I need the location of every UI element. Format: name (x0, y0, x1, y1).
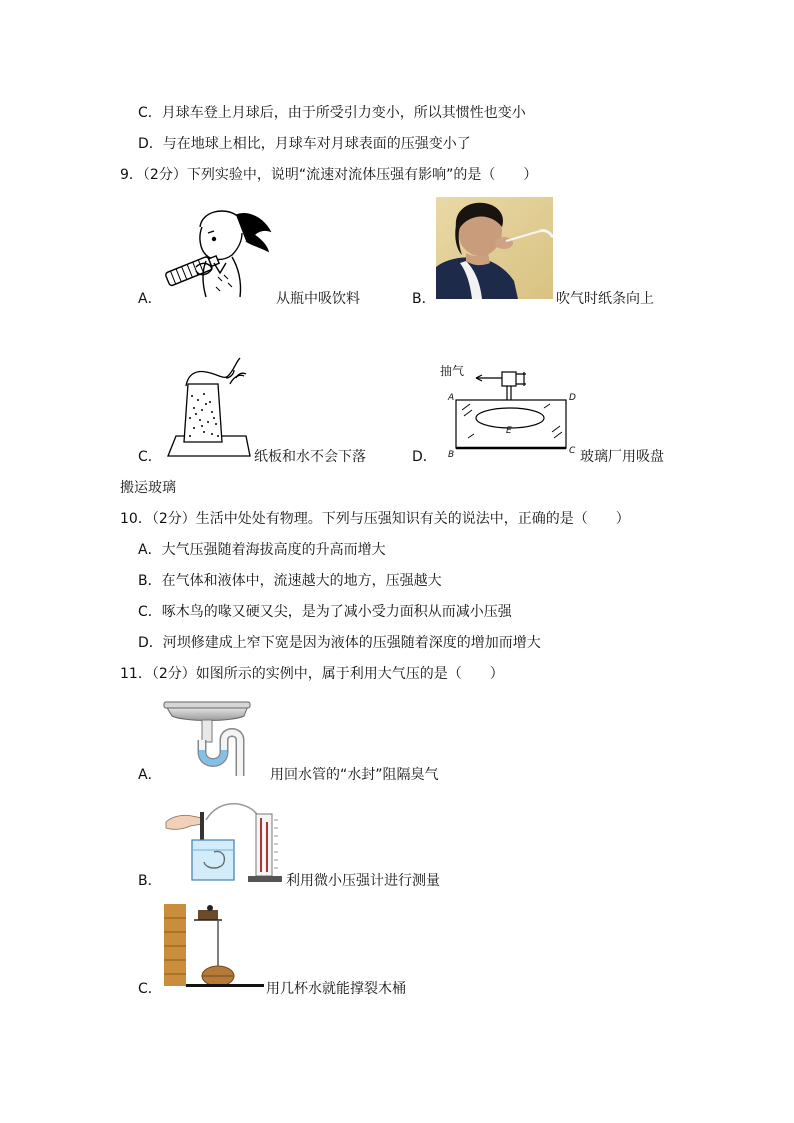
q9-b-letter: B． (412, 291, 436, 307)
q9-a-letter: A． (138, 291, 162, 307)
corner-label-a: A (448, 393, 455, 403)
boy-blowing-photo (436, 197, 553, 299)
q10-option-a: A．大气压强随着海拔高度的升高而增大 (138, 542, 386, 558)
q10-option-b: B．在气体和液体中，流速越大的地方，压强越大 (138, 573, 442, 589)
q9-c-caption: 纸板和水不会下落 (254, 449, 366, 465)
q8-option-c: C．月球车登上月球后，由于所受引力变小，所以其惯性也变小 (138, 105, 526, 121)
q11-c-caption: 用几杯水就能撑裂木桶 (266, 981, 406, 997)
pump-label: 抽气 (440, 364, 465, 378)
q8-option-d: D．与在地球上相比，月球车对月球表面的压强变小了 (138, 136, 471, 152)
sink-trap-image (162, 700, 268, 780)
girl-drinking-image (162, 205, 274, 301)
q9-d-caption: 玻璃厂用吸盘 (580, 449, 664, 465)
corner-label-d: D (569, 393, 576, 403)
q9-d-caption-cont: 搬运玻璃 (120, 480, 176, 496)
q9-d-letter: D． (412, 449, 437, 465)
q11-b-caption: 利用微小压强计进行测量 (286, 873, 440, 889)
q11-b-letter: B． (138, 873, 162, 889)
center-label-e: E (506, 426, 512, 436)
pressure-gauge-image (162, 800, 284, 888)
q9-b-caption: 吹气时纸条向上 (556, 291, 654, 307)
q11-c-letter: C． (138, 981, 162, 997)
q11-stem: 11．（2分）如图所示的实例中，属于利用大气压的是（ ） (120, 666, 504, 682)
corner-label-c: C (569, 446, 576, 456)
q9-a-caption: 从瓶中吸饮料 (276, 291, 360, 307)
corner-label-b: B (448, 450, 455, 460)
q10-option-d: D．河坝修建成上窄下宽是因为液体的压强随着深度的增加而增大 (138, 635, 541, 651)
q10-option-c: C．啄木鸟的喙又硬又尖，是为了减小受力面积从而减小压强 (138, 604, 512, 620)
q10-stem: 10．（2分）生活中处处有物理。下列与压强知识有关的说法中，正确的是（ ） (120, 511, 630, 527)
q11-a-caption: 用回水管的“水封”阻隔臭气 (270, 767, 439, 783)
q9-c-letter: C． (138, 449, 162, 465)
q11-a-letter: A． (138, 767, 162, 783)
q9-stem: 9．（2分）下列实验中，说明“流速对流体压强有影响”的是（ ） (120, 167, 538, 183)
pascal-barrel-image (164, 904, 264, 990)
inverted-glass-image (166, 356, 252, 460)
